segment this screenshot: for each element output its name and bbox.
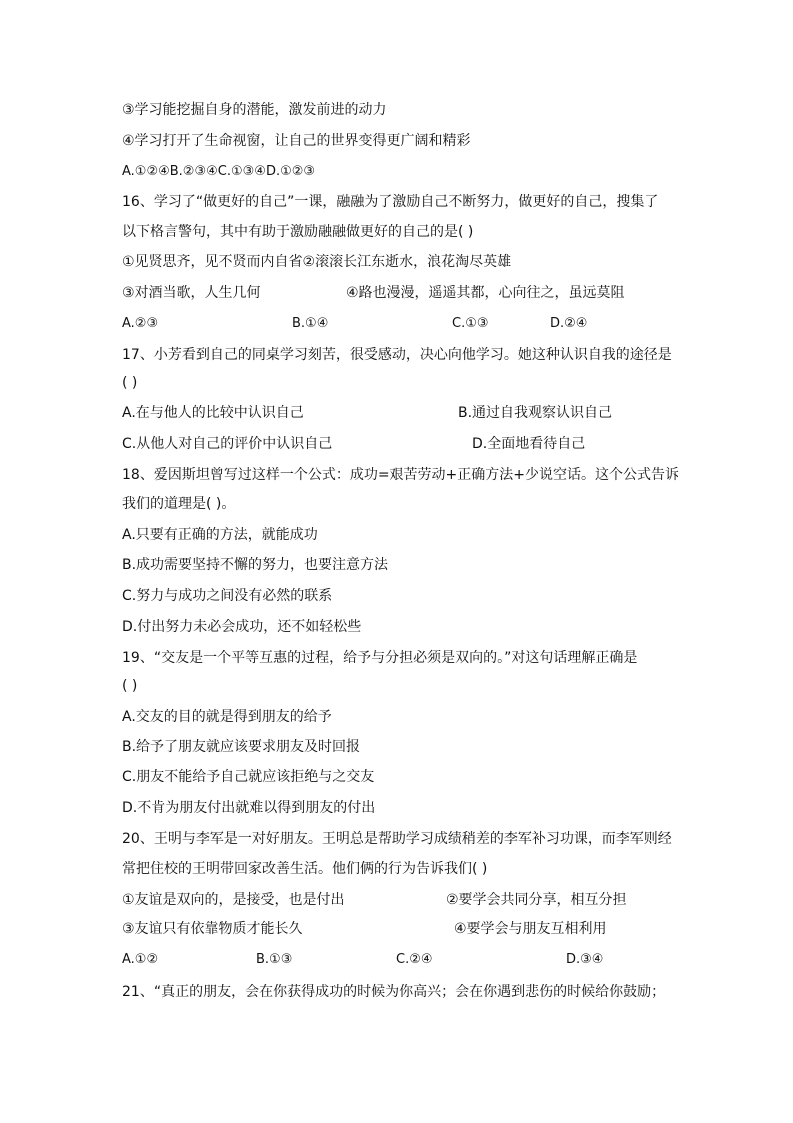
q19-stem: 19、“交友是一个平等互惠的过程，给予与分担必须是双向的。”对这句话理解正确是 [122,650,638,666]
q17-option-b: B.通过自我观察认识自己 [458,405,613,421]
q20-statement-3: ③友谊只有依靠物质才能长久 [122,921,303,937]
q20-statement-2: ②要学会共同分享，相互分担 [446,892,627,908]
q19-option-b: B.给予了朋友就应该要求朋友及时回报 [122,739,361,755]
q20-stem-line-1: 20、王明与李军是一对好朋友。王明总是帮助学习成绩稍差的李军补习功课，而李军则经 [122,831,672,847]
q19-option-a: A.交友的目的就是得到朋友的给予 [122,709,332,725]
q19-option-c: C.朋友不能给予自己就应该拒绝与之交友 [122,769,375,785]
q16-option-c: C.①③ [452,316,489,331]
q17-stem: 17、小芳看到自己的同桌学习刻苦，很受感动，决心向他学习。她这种认识自我的途径是 [122,347,672,363]
q16-statements-1-2: ①见贤思齐，见不贤而内自省②滚滚长江东逝水，浪花淘尽英雄 [122,254,512,270]
q15-options: A.①②④B.②③④C.①③④D.①②③ [122,164,316,179]
q20-statement-1: ①友谊是双向的，是接受，也是付出 [122,892,345,908]
q17-option-a: A.在与他人的比较中认识自己 [122,405,304,421]
q16-option-a: A.②③ [122,316,159,331]
q20-option-d: D.③④ [566,952,604,967]
q16-statement-4: ④路也漫漫，遥遥其都，心向往之，虽远莫阻 [346,285,625,301]
q21-stem-line-1: 21、“真正的朋友，会在你获得成功的时候为你高兴；会在你遇到悲伤的时候给你鼓励； [122,984,666,1000]
q16-statement-3: ③对酒当歌，人生几何 [122,285,261,301]
q20-stem-line-2: 常把住校的王明带回家改善生活。他们俩的行为告诉我们( ) [122,861,488,877]
q15-statement-4: ④学习打开了生命视窗，让自己的世界变得更广阔和精彩 [122,133,471,149]
q16-option-b: B.①④ [292,316,329,331]
q19-blank: ( ) [122,678,138,694]
q18-option-d: D.付出努力未必会成功，还不如轻松些 [122,619,362,635]
q20-option-c: C.②④ [396,952,433,967]
q18-option-c: C.努力与成功之间没有必然的联系 [122,588,333,604]
q20-statement-4: ④要学会与朋友互相利用 [454,921,607,937]
q20-option-b: B.①③ [256,952,293,967]
q18-option-a: A.只要有正确的方法，就能成功 [122,527,318,543]
q17-option-d: D.全面地看待自己 [472,436,586,452]
q17-option-c: C.从他人对自己的评价中认识自己 [122,436,333,452]
q19-option-d: D.不肯为朋友付出就难以得到朋友的付出 [122,800,376,816]
q16-stem-line-2: 以下格言警句，其中有助于激励融融做更好的自己的是( ) [122,224,474,240]
q20-option-a: A.①② [122,952,159,967]
q16-option-d: D.②④ [550,316,588,331]
q18-stem-line-2: 我们的道理是( )。 [122,496,236,512]
q15-statement-3: ③学习能挖掘自身的潜能，激发前进的动力 [122,102,387,118]
q16-stem-line-1: 16、学习了“做更好的自己”一课，融融为了激励自己不断努力，做更好的自己，搜集了 [122,194,659,210]
q18-option-b: B.成功需要坚持不懈的努力，也要注意方法 [122,557,389,573]
q18-stem-line-1: 18、爱因斯坦曾写过这样一个公式：成功=艰苦劳动+正确方法+少说空话。这个公式告诉 [122,467,680,483]
q17-blank: ( ) [122,375,138,391]
